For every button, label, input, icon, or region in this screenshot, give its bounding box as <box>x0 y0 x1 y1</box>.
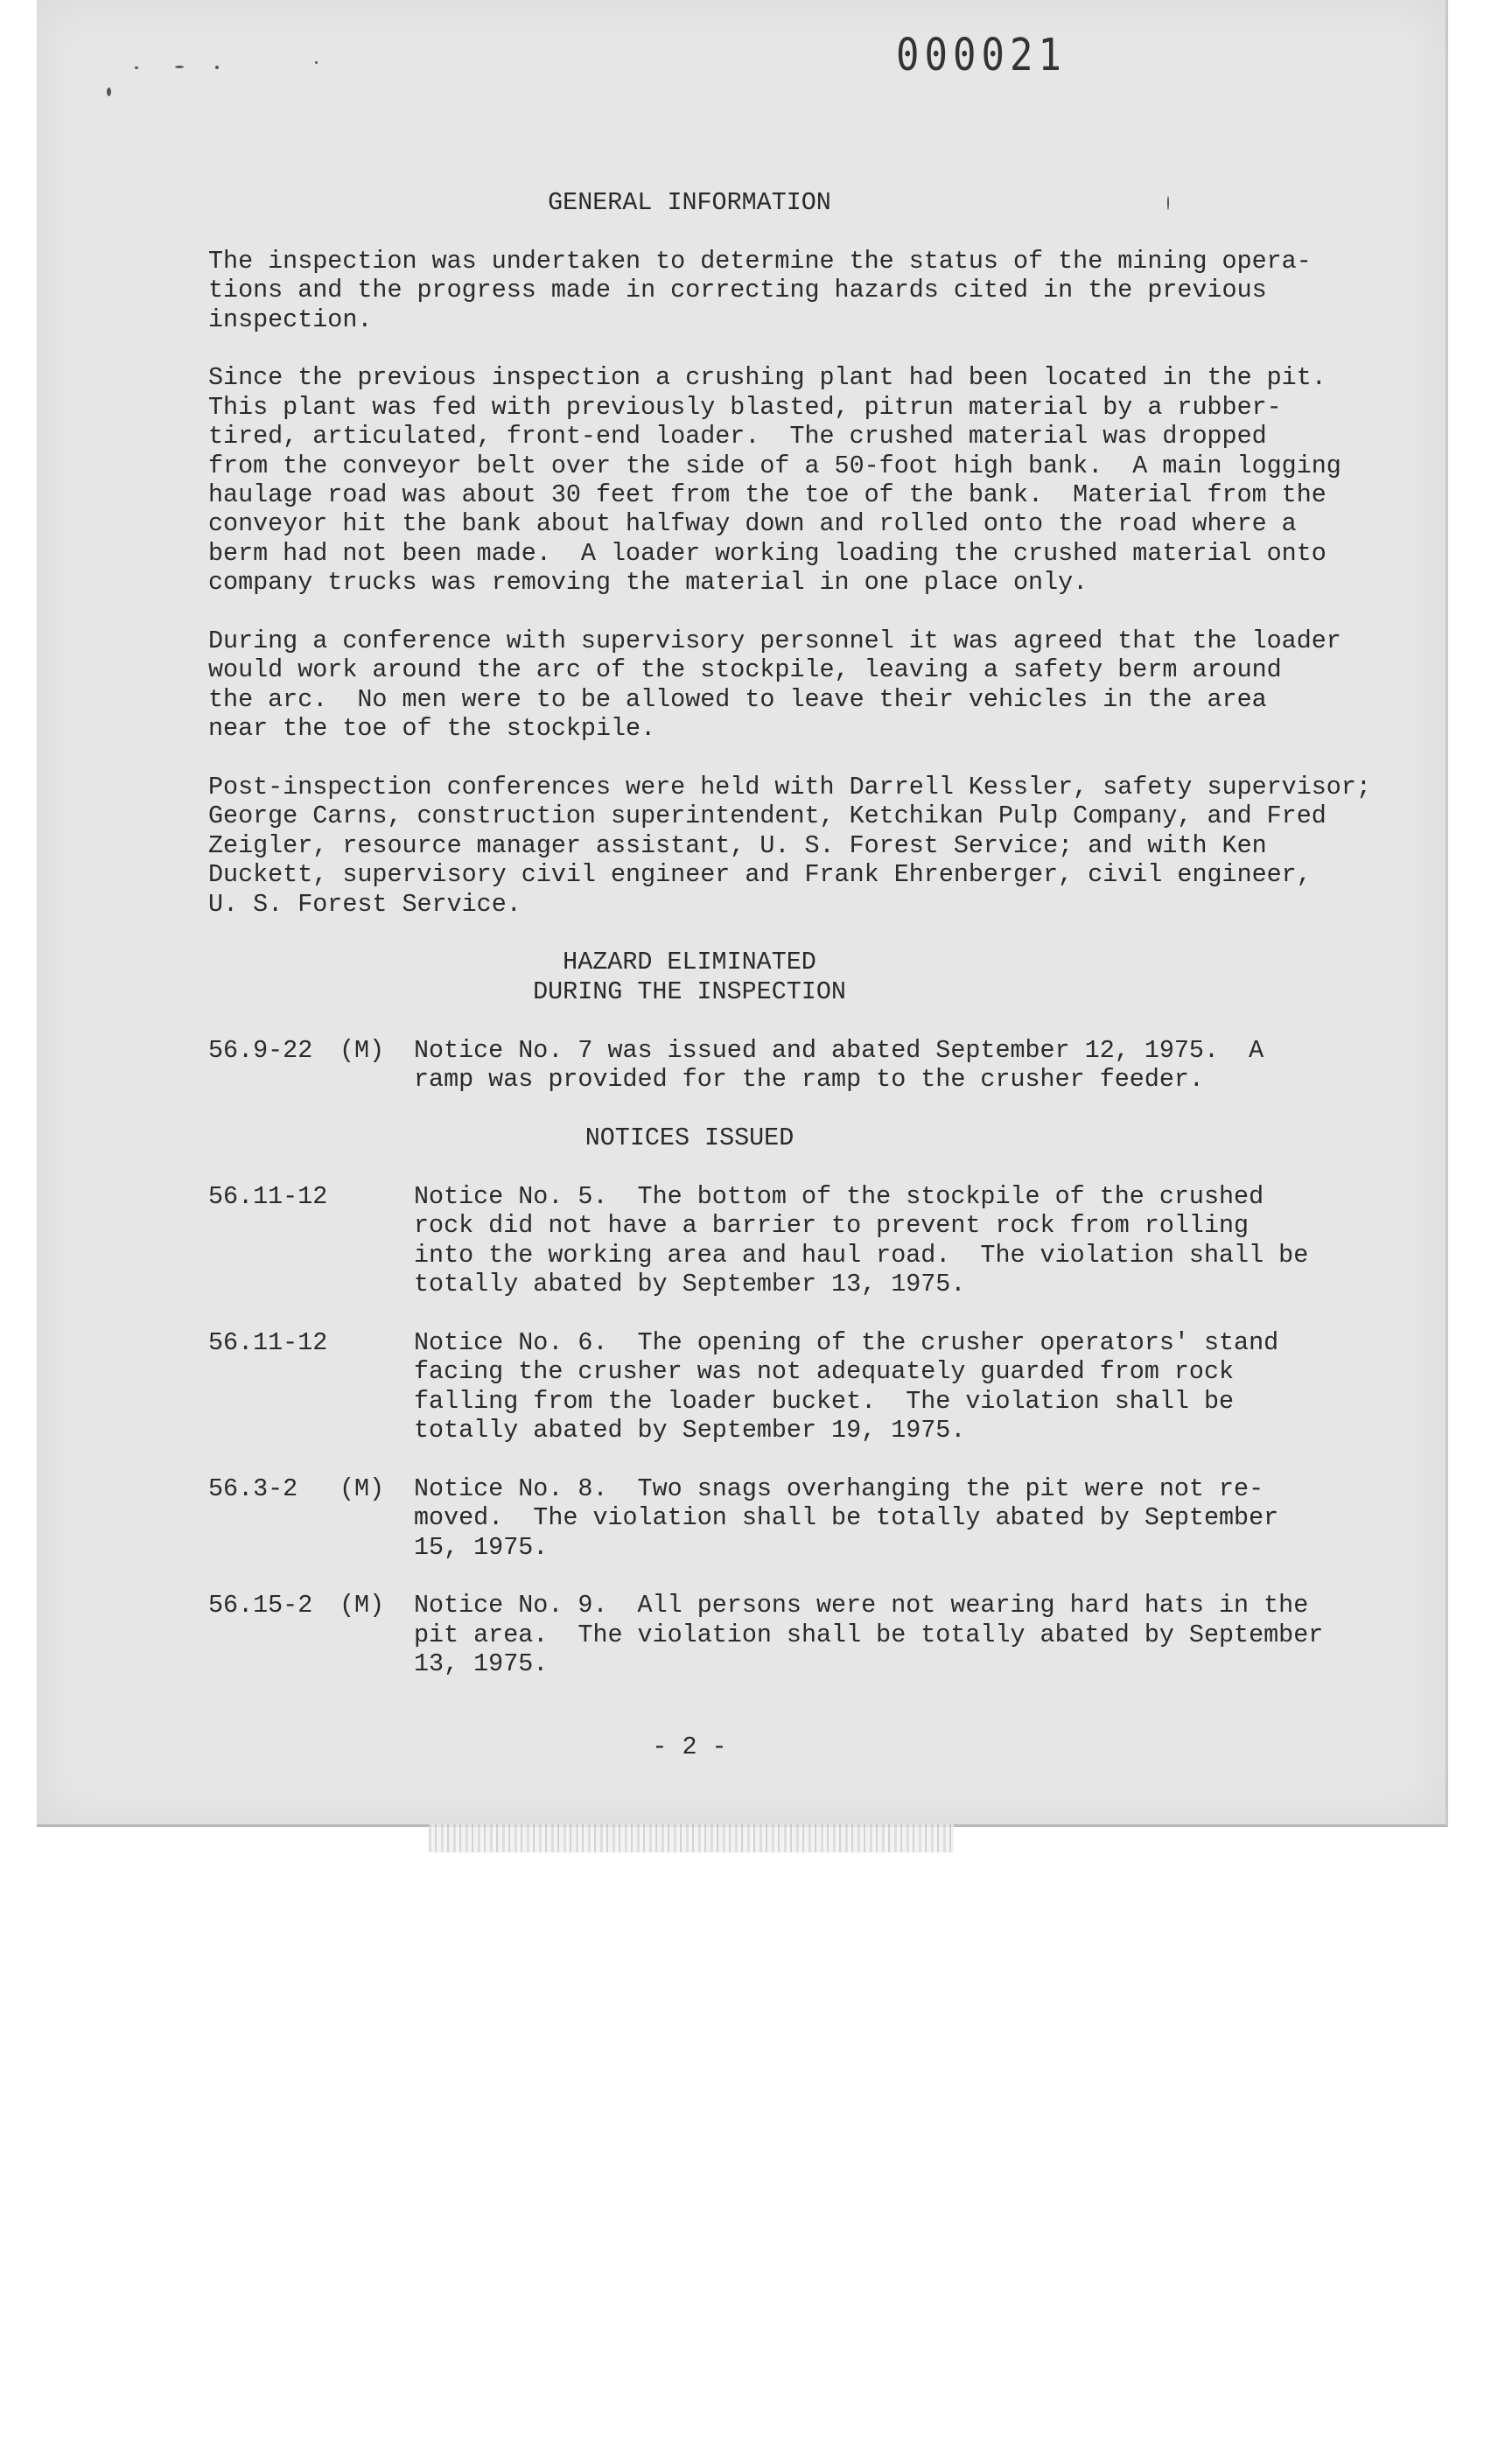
notice-entry <box>208 1474 1381 1562</box>
hazard-heading-line-1: HAZARD ELIMINATED <box>563 948 816 977</box>
general-paragraph-2: Since the previous inspection a crushing plant had been located in the pit. This plant was fed with previously blasted, pitrun material by a rubber- tired, articulated, front-end loader. The crushed material was dropped from the conveyor belt over the side of a 50-foot high bank. A main logging haulage road was about 30 feet from the toe of the bank. Material from the conveyor hit the bank about halfway down and rolled onto the road where a berm had not been made. A loader working loading the crushed material onto company trucks was removing the material in one place only. <box>208 363 1341 598</box>
mandatory-mark: (M) <box>340 1591 385 1620</box>
scan-speck <box>315 61 318 64</box>
general-information-heading: GENERAL INFORMATION <box>548 188 831 217</box>
mandatory-mark: (M) <box>340 1035 385 1065</box>
standard-code: 56.9-22 <box>208 1035 313 1065</box>
notice-text: Notice No. 9. All persons were not wearing hard hats in the pit area. The violation shall be totally abated by September 13, 1975. <box>414 1591 1324 1679</box>
page-number: - 2 - <box>652 1732 727 1762</box>
standard-code: 56.15-2 <box>208 1591 313 1620</box>
standard-code: 56.11-12 <box>208 1327 328 1357</box>
general-paragraph-4: Post-inspection conferences were held with Darrell Kessler, safety supervisor; George Carns, construction superintendent, Ketchikan Pulp Company, and Fred Zeigler, resource manager assistant, U. S. Forest Service; and with Ken Duckett, supervisory civil engineer and Frank Ehrenberger, civil engineer, U. S. Forest Service. <box>208 773 1371 919</box>
notice-entry <box>208 1591 1381 1678</box>
notice-text: Notice No. 8. Two snags overhanging the pit were not re- moved. The violation shall be totally abated by September 15, 1975. <box>414 1474 1279 1562</box>
notice-text: Notice No. 7 was issued and abated September 12, 1975. A ramp was provided for the ramp to the crusher feeder. <box>414 1035 1264 1095</box>
general-paragraph-3: During a conference with supervisory personnel it was agreed that the loader would work around the arc of the stockpile, leaving a safety berm around the arc. No men were to be allowed to leave their vehicles in the area near the toe of the stockpile. <box>208 626 1341 744</box>
scan-speck <box>215 66 219 69</box>
hazard-heading-line-2: DURING THE INSPECTION <box>533 976 846 1006</box>
notices-issued-heading: NOTICES ISSUED <box>584 1123 794 1152</box>
scan-speck <box>107 88 111 96</box>
notice-text: Notice No. 6. The opening of the crusher operators' stand facing the crusher was not adequately guarded from rock falling from the loader bucket. The violation shall be totally abated by September 19, 1975. <box>414 1327 1279 1445</box>
document-body <box>208 188 1381 1787</box>
standard-code: 56.3-2 <box>208 1474 298 1503</box>
notice-entry <box>208 1328 1381 1446</box>
scan-speck <box>175 66 184 68</box>
general-paragraph-1: The inspection was undertaken to determine the status of the mining opera- tions and the progress made in correcting hazards cited in the previous inspection. <box>208 246 1312 334</box>
scan-speck <box>135 66 138 69</box>
notice-text: Notice No. 5. The bottom of the stockpile of the crushed rock did not have a barrier to prevent rock from rolling into the working area and haul road. The violation shall be totally abated by September 13, 1975. <box>414 1181 1309 1298</box>
scanner-edge-strip <box>429 1824 954 1852</box>
mandatory-mark: (M) <box>340 1474 385 1503</box>
hazard-entry <box>208 1036 1381 1095</box>
document-number-stamp: 000021 <box>896 30 1067 81</box>
standard-code: 56.11-12 <box>208 1181 328 1211</box>
notice-entry <box>208 1182 1381 1299</box>
